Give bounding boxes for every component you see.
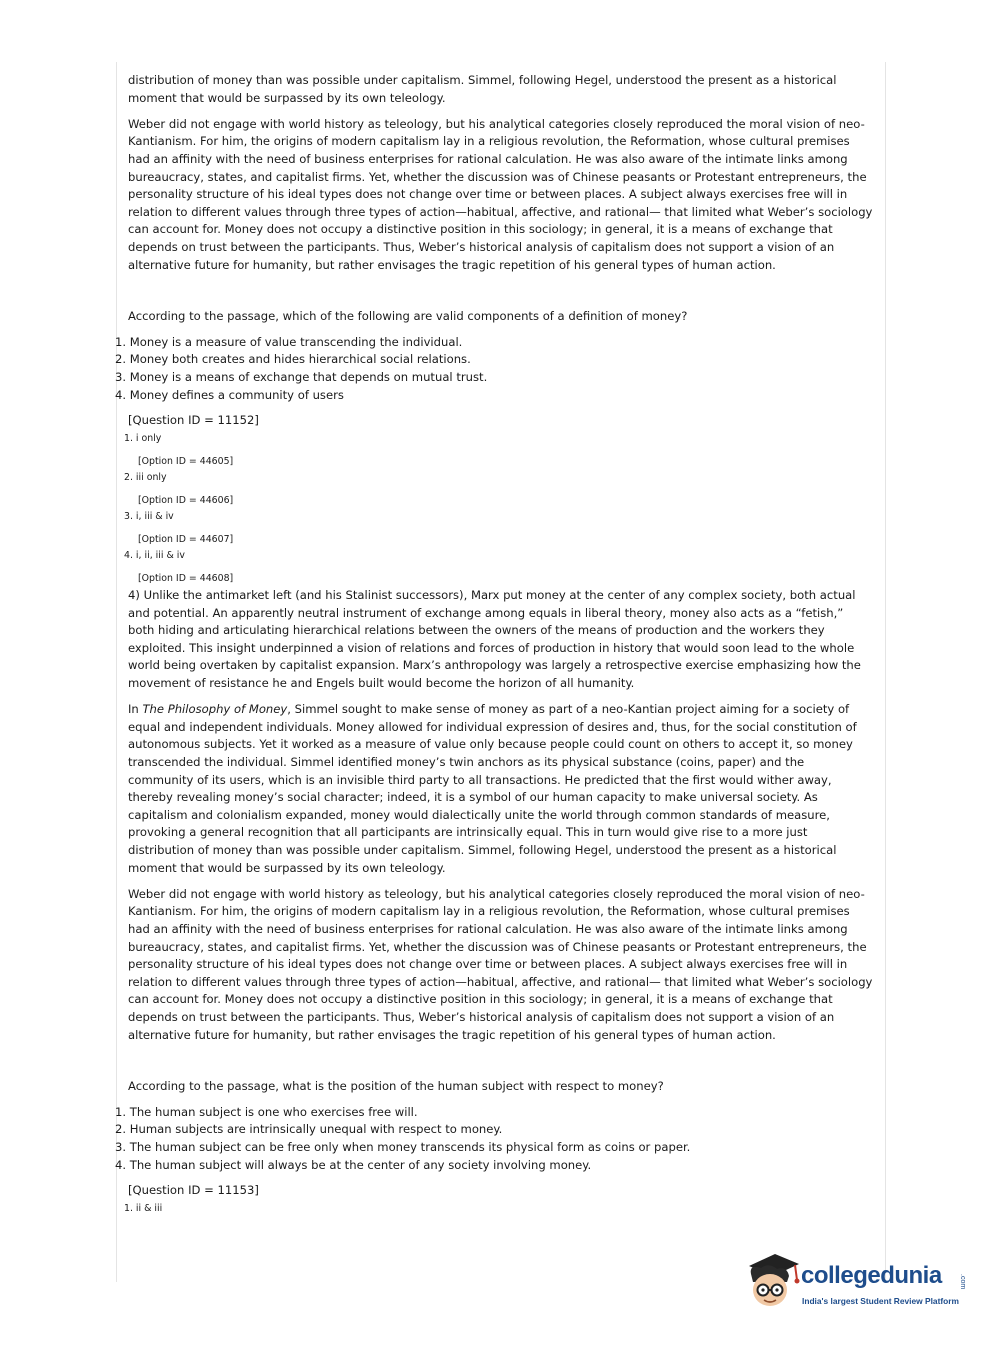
paragraph: distribution of money than was possible under capitalism. Simmel, following Hegel, understood the present as a historical moment that would be surpassed by its own teleology. <box>128 73 837 105</box>
logo-suffix: .com <box>959 1274 966 1290</box>
option-label: 2. iii only <box>124 472 167 484</box>
book-title: The Philosophy of Money <box>142 702 288 717</box>
option-list <box>124 431 873 586</box>
option-id: [Option ID = 44608] <box>138 573 234 585</box>
paragraph-prefix: In <box>128 702 143 717</box>
logo-tagline: India's largest Student Review Platform <box>802 1296 959 1306</box>
statement-item: 2. Human subjects are intrinsically unequal with respect to money. <box>115 1122 503 1137</box>
passage-paragraph: Weber did not engage with world history as teleology, but his analytical categories closely reproduced the moral vision of neo-Kantianism. For him, the origins of modern capitalism lay in a religious revolution, the Reformation, whose cultural premises had an affinity with the need of business enterprises for rational calculation. He was also aware of the intimate links among bureaucracy, states, and capitalist firms. Yet, whether the discussion was of Chinese peasants or Protestant entrepreneurs, the personality structure of his ideal types does not change over time or between places. A subject always exercises free will in relation to different values through three types of action—habitual, affective, and rational— that limited what Weber’s sociology can account for. Money does not occupy a distinctive position in this sociology; in general, it is a means of exchange that depends on trust between the participants. Thus, Weber’s historical analysis of capitalism does not support a vision of an alternative future for humanity, but rather envisages the tragic repetition of his general types of human action. <box>128 886 873 1042</box>
statement-item: 2. Money both creates and hides hierarchical social relations. <box>115 352 471 367</box>
question-id: [Question ID = 11152] <box>128 413 259 428</box>
statement-list <box>115 1104 873 1174</box>
statement-list <box>115 334 873 404</box>
option-list <box>124 1201 873 1216</box>
paragraph-text: , Simmel sought to make sense of money as part of a neo-Kantian project aiming for a society of equal and independent individuals. Money allowed for individual expression of desires and, thus, for the social constitution of autonomous subjects. Yet it worked as a measure of value only because people could count on others to accept it, so money transcended the individual. Simmel identified money’s twin anchors as its physical substance (coins, paper) and the community of its users, which is an invisible third party to all transactions. He predicted that the first would wither away, thereby revealing money’s social character; indeed, it is a symbol of our human capacity to make universal society. As capitalism and colonialism expanded, money would dialectically unite the world through common standards of measure, provoking a general recognition that all participants are intrinsically equal. This in turn would give rise to a more just distribution of money than was possible under capitalism. Simmel, following Hegel, understood the present as a historical moment that would be surpassed by its own teleology. <box>128 702 857 875</box>
option-label: 4. i, ii, iii & iv <box>124 550 185 562</box>
statement-item: 4. The human subject will always be at the center of any society involving money. <box>115 1157 592 1172</box>
question-text: According to the passage, which of the following are valid components of a definition of money? <box>128 309 688 324</box>
option-label: 1. i only <box>124 433 162 445</box>
statement-item: 3. The human subject can be free only when money transcends its physical form as coins or paper. <box>115 1139 691 1154</box>
option-id: [Option ID = 44607] <box>138 534 234 546</box>
question-id: [Question ID = 11153] <box>128 1183 259 1198</box>
statement-item: 1. Money is a measure of value transcending the individual. <box>115 334 463 349</box>
option-label: 1. ii & iii <box>124 1203 163 1215</box>
passage-paragraph <box>128 701 873 877</box>
collegedunia-logo[interactable] <box>745 1252 970 1322</box>
question-text: According to the passage, what is the position of the human subject with respect to money? <box>128 1079 664 1094</box>
statement-item: 4. Money defines a community of users <box>115 387 344 402</box>
passage-paragraph: 4) Unlike the antimarket left (and his Stalinist successors), Marx put money at the center of any complex society, both actual and potential. An apparently neutral instrument of exchange among equals in liberal theory, money also acts as a “fetish,” both hiding and articulating hierarchical relations between the owners of the means of production and the workers they exploited. This insight underpinned a vision of relations and forces of production in history that would soon lead to the whole world being overtaken by capitalist expansion. Marx’s anthropology was largely a retrospective exercise emphasizing how the movement of resistance he and Engels built would become the horizon of all humanity. <box>128 588 861 691</box>
logo-wordmark: collegedunia <box>801 1262 942 1289</box>
statement-item: 3. Money is a means of exchange that depends on mutual trust. <box>115 369 488 384</box>
statement-item: 1. The human subject is one who exercises free will. <box>115 1104 418 1119</box>
mascot-icon <box>745 1252 801 1314</box>
option-label: 3. i, iii & iv <box>124 511 174 523</box>
option-id: [Option ID = 44605] <box>138 456 234 468</box>
document-content <box>115 72 873 1216</box>
option-id: [Option ID = 44606] <box>138 495 234 507</box>
paragraph: Weber did not engage with world history as teleology, but his analytical categories closely reproduced the moral vision of neo-Kantianism. For him, the origins of modern capitalism lay in a religious revolution, the Reformation, whose cultural premises had an affinity with the need of business enterprises for rational calculation. He was also aware of the intimate links among bureaucracy, states, and capitalist firms. Yet, whether the discussion was of Chinese peasants or Protestant entrepreneurs, the personality structure of his ideal types does not change over time or between places. A subject always exercises free will in relation to different values through three types of action—habitual, affective, and rational— that limited what Weber’s sociology can account for. Money does not occupy a distinctive position in this sociology; in general, it is a means of exchange that depends on trust between the participants. Thus, Weber’s historical analysis of capitalism does not support a vision of an alternative future for humanity, but rather envisages the tragic repetition of his general types of human action. <box>128 116 873 272</box>
